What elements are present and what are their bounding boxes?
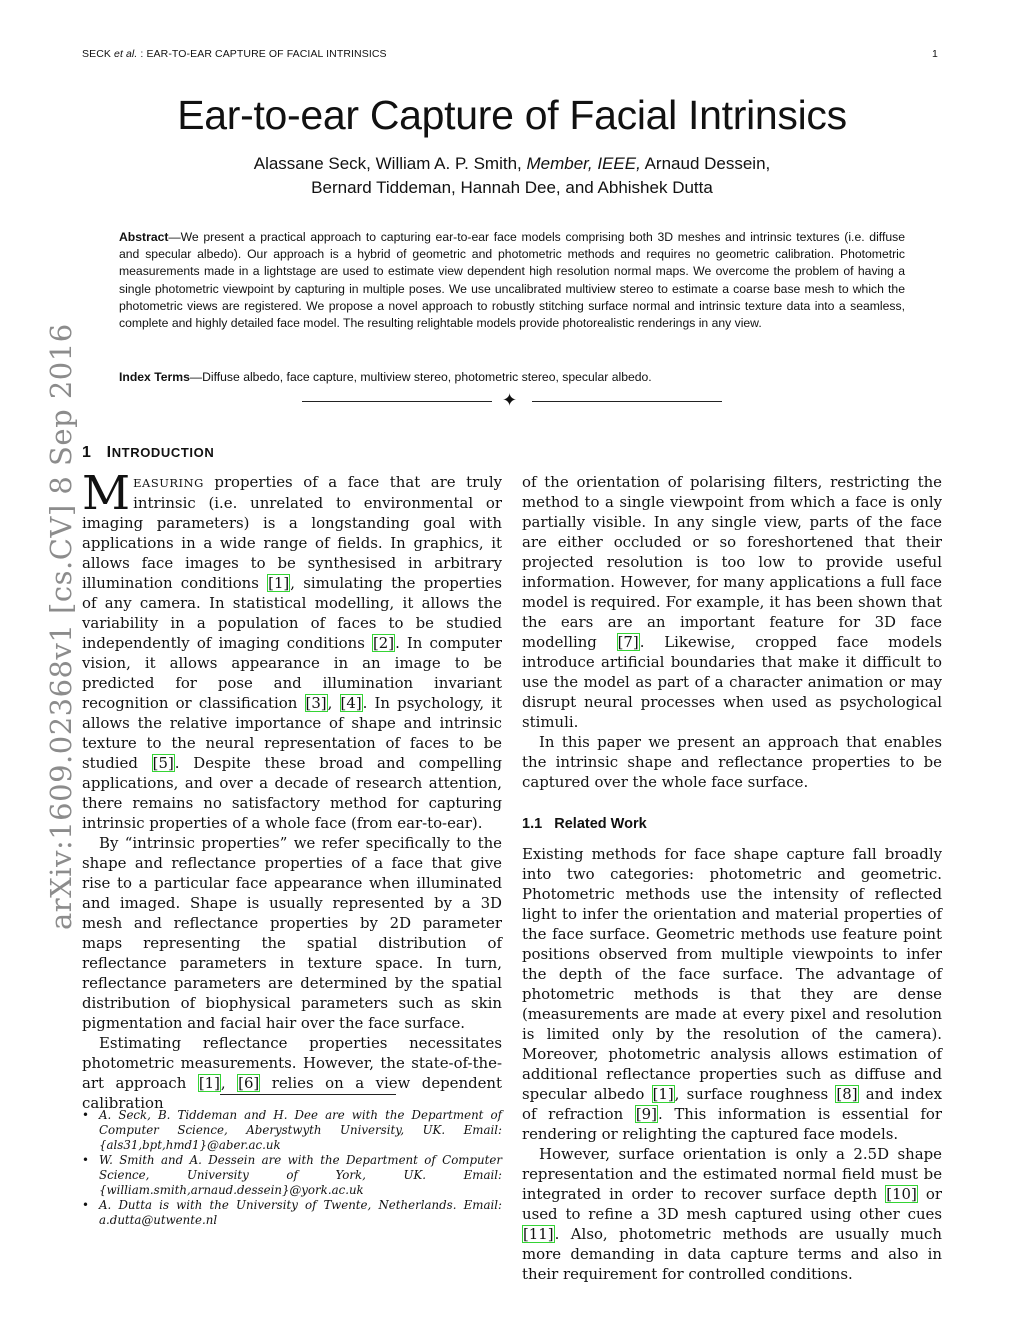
text-run: . Likewise, cropped face models introduce artificial boundaries that make it difficult to use the model as part of a character animation or may disrupt neural processes when used as psychological stimuli. [522,633,942,731]
intro-paragraph-3 [82,1033,502,1113]
index-terms-text: —Diffuse albedo, face capture, multiview stereo, photometric stereo, specular albedo. [189,370,652,384]
text-run: However, surface orientation is only a 2.5D shape representation and the estimated normal field must be integrated in order to recover surface depth [522,1145,942,1203]
intro-paragraph-4: In this paper we present an approach that enables the intrinsic shape and reflectance properties to be captured over the whole face surface. [522,733,942,791]
text-run: , [327,694,340,712]
text-run: Estimating reflectance properties necessitates photometric measurements. However, the state-of-the-art approach [82,1034,502,1092]
footnote-text: W. Smith and A. Dessein are with the Department of Computer Science, University of York, UK. Email: {william.smith,arnaud.dessein}@york.ac.uk [99,1153,502,1197]
footnotes [82,1108,502,1228]
citation-link[interactable]: [6] [238,1074,260,1092]
citation-link[interactable]: [10] [886,1185,917,1203]
text-run: of the orientation of polarising filters, restricting the method to a single viewpoint from which a face is only partially visible. In any single view, parts of the face are either occluded or so foreshortened that their projected resolution is too low to provide useful information. However, for many applications a full face model is required. For example, it has been shown that the ears are an important feature for 3D face modelling [522,473,942,651]
abstract-label: Abstract [119,230,169,244]
text-run: and index of refraction [522,1085,943,1123]
text-run: or used to refine a 3D mesh captured using other cues [522,1185,942,1223]
citation-link[interactable]: [11] [523,1225,554,1243]
abstract [119,229,905,332]
divider-rule-left [302,401,492,402]
divider-diamond-icon: ✦ [502,390,518,410]
paper-title: Ear-to-ear Capture of Facial Intrinsics [177,92,847,138]
text-run: . In psychology, it allows the relative importance of shape and intrinsic texture to the neural representation of faces to be studied [82,694,503,772]
authors-line1-b: Arnaud Dessein, [640,154,771,173]
citation-link[interactable]: [7] [617,633,639,651]
section-heading [82,444,214,462]
running-head-etal: et al. [114,48,138,60]
bullet-icon: • [82,1153,89,1167]
citation-link[interactable]: [1] [652,1085,674,1103]
section-divider [302,390,722,411]
running-head-suffix: : EAR-TO-EAR CAPTURE OF FACIAL INTRINSICS [137,48,387,60]
text-run: . In computer vision, it allows appearance in an image to be predicted for pose and illumination invariant recognition or classification [82,634,502,712]
text-run: . Also, photometric methods are usually much more demanding in data capture terms and also in their requirement for controlled conditions. [522,1225,942,1283]
divider-rule-right [532,401,722,402]
footnote-item [82,1153,502,1198]
text-run: , surface roughness [674,1085,836,1103]
index-terms [119,369,905,386]
citation-link[interactable]: [3] [305,694,327,712]
citation-link[interactable]: [5] [152,754,174,772]
citation-link[interactable]: [9] [635,1105,657,1123]
subsection-number: 1.1 [522,816,543,832]
subsection-title: Related Work [554,816,647,832]
abstract-text: —We present a practical approach to capturing ear-to-ear face models comprising both 3D meshes and intrinsic textures (i.e. diffuse and specular albedo). Our approach is a hybrid of geometric and photometric methods and requires no geometric calibration. Photometric measurements made in a lightstage are used to estimate view dependent high resolution normal maps. We overcome the problem of having a single photometric viewpoint by capturing in multiple poses. We use uncalibrated multiview stereo to estimate a coarse base mesh to which the photometric views are registered. We propose a novel approach to robustly stitching surface normal and intrinsic texture data into a seamless, complete and highly detailed face model. The resulting relightable models provide photorealistic renderings in any view. [119,230,905,331]
footnote-text: A. Seck, B. Tiddeman and H. Dee are with the Department of Computer Science, Aberystwyth University, UK. Email: {als31,bpt,hmd1}@aber.ac.uk [99,1108,502,1152]
text-run: , simulating the properties of any camera. In statistical modelling, it allows the variability in a population of faces to be studied independently of imaging conditions [82,574,502,652]
footnote-item [82,1198,502,1228]
subsection-heading [522,814,942,834]
text-run: . This information is essential for rendering or relighting the captured face models. [522,1105,942,1143]
page-number: 1 [932,48,938,60]
section-title-initial: I [106,444,112,461]
related-work-paragraph-2 [522,1144,942,1284]
left-column [82,466,503,1113]
citation-link[interactable]: [4] [340,694,362,712]
drop-cap: M [82,466,131,521]
arxiv-identifier[interactable]: arXiv:1609.02368v1 [cs.CV] 8 Sep 2016 [44,323,78,930]
footnote-text: A. Dutta is with the University of Twente, Netherlands. Email: a.dutta@utwente.nl [99,1198,502,1227]
section-number: 1 [82,444,92,461]
footnote-item [82,1108,502,1153]
running-header [82,48,387,60]
text-run: Existing methods for face shape capture fall broadly into two categories: photometric and geometric. Photometric methods use the intensity of reflected light to infer the orientation and material properties of the face surface. Geometric methods use feature point positions observed from multiple viewpoints to infer the depth of the face surface. The advantage of photometric methods is that they are dense (measurements are made at every pixel and resolution is limited only by the resolution of the camera). Moreover, photometric analysis allows estimation of additional reflectance properties such as diffuse and specular albedo [522,845,942,1103]
intro-paragraph-3-continued [522,472,942,732]
lead-smallcaps: EASURING [133,476,204,490]
citation-link[interactable]: [8] [836,1085,858,1103]
right-column [522,472,942,1284]
author-role: Member, IEEE, [526,154,641,173]
running-head-prefix: SECK [82,48,115,60]
authors-line1-a: Alassane Seck, William A. P. Smith, [253,154,527,173]
text-run: relies on a view dependent calibration [82,1074,502,1112]
author-list [0,152,1024,200]
text-run: . Despite these broad and compelling applications, and over a decade of research attention, there remains no satisfactory method for capturing intrinsic properties of a whole face (from ear-to-ear). [82,754,502,832]
citation-link[interactable]: [2] [372,634,395,652]
footnote-rule [220,1094,396,1095]
intro-paragraph-2: By “intrinsic properties” we refer specifically to the shape and reflectance properties of a face that give rise to a particular face appearance when illuminated and imaged. Shape is usually represented by a 3D mesh and reflectance properties by 2D parameter maps representing the spatial distribution of reflectance parameters in texture space. In turn, reflectance parameters are determined by the spatial distribution of biophysical parameters such as skin pigmentation and facial hair over the face surface. [82,834,502,1032]
author-line-1 [0,152,1024,176]
text-run: properties of a face that are truly intrinsic (i.e. unrelated to environmental or imaging parameters) is a longstanding goal with applications in a wide range of fields. In graphics, it allows face images to be synthesised in arbitrary illumination conditions [82,473,502,592]
bullet-icon: • [82,1108,89,1122]
citation-link[interactable]: [1] [268,574,290,592]
intro-paragraph-1 [82,466,503,833]
author-line-2: Bernard Tiddeman, Hannah Dee, and Abhishek Dutta [311,178,713,197]
related-work-paragraph-1 [522,844,942,1144]
citation-link[interactable]: [1] [198,1074,220,1092]
text-run: , [220,1074,238,1092]
section-title-rest: NTRODUCTION [111,445,215,460]
bullet-icon: • [82,1198,89,1212]
index-terms-label: Index Terms [119,370,190,384]
arxiv-side-label [10,323,78,930]
